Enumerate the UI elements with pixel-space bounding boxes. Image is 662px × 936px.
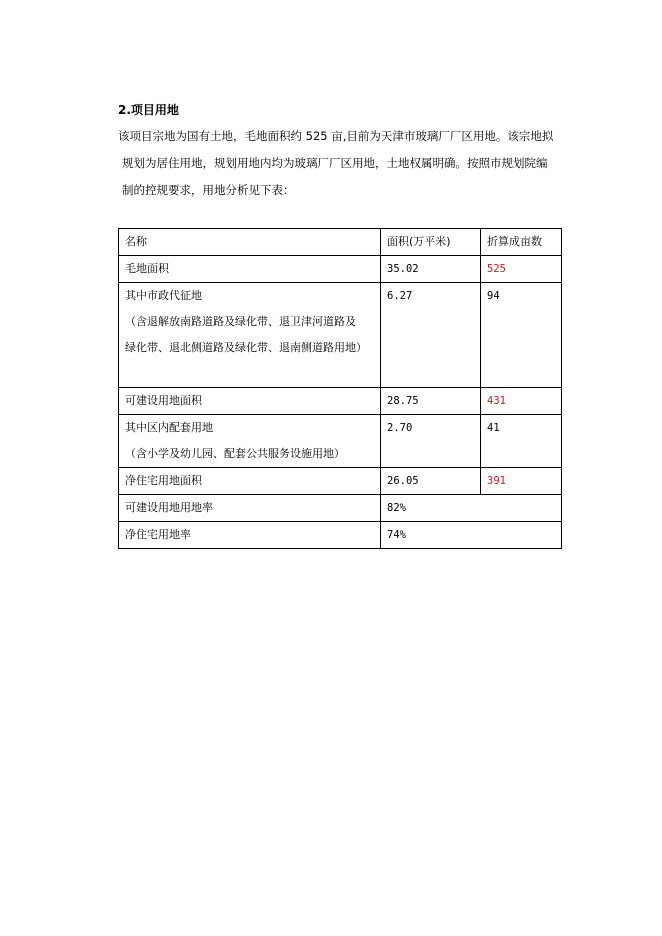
header-cell-mu: 折算成亩数 [481, 229, 562, 256]
row-mu-cell: 431 [481, 388, 562, 415]
row-area-cell: 26.05 [381, 468, 481, 495]
row-area-cell: 35.02 [381, 256, 481, 283]
row-area-cell: 28.75 [381, 388, 481, 415]
row-mu-cell: 391 [481, 468, 562, 495]
table-row [119, 283, 562, 388]
table-header-row [119, 229, 562, 256]
header-cell-area: 面积(万平米) [381, 229, 481, 256]
ratio-row [119, 522, 562, 549]
table-row [119, 415, 562, 468]
ratio-value-cell: 82% [381, 495, 562, 522]
row-name-cell: 其中市政代征地 （含退解放南路道路及绿化带、退卫津河道路及 绿化带、退北侧道路及绿化带、退南侧道路用地） [119, 283, 381, 388]
row-mu-cell: 94 [481, 283, 562, 388]
row-area-cell: 6.27 [381, 283, 481, 388]
row-name-cell: 其中区内配套用地 （含小学及幼儿园、配套公共服务设施用地） [119, 415, 381, 468]
paragraph-line-1: 该项目宗地为国有土地，毛地面积约 525 亩,目前为天津市玻璃厂厂区用地。该宗地拟 [118, 129, 554, 143]
header-cell-name: 名称 [119, 229, 381, 256]
ratio-value-cell: 74% [381, 522, 562, 549]
row-name-cell: 毛地面积 [119, 256, 381, 283]
row-name-cell: 净住宅用地面积 [119, 468, 381, 495]
ratio-name-cell: 可建设用地用地率 [119, 495, 381, 522]
row-area-cell: 2.70 [381, 415, 481, 468]
paragraph-line-2: 规划为居住用地，规划用地内均为玻璃厂厂区用地，土地权属明确。按照市规划院编 [122, 156, 548, 170]
table-row [119, 468, 562, 495]
row-mu-cell: 525 [481, 256, 562, 283]
section-heading: 2.项目用地 [118, 103, 179, 117]
land-use-table [118, 228, 562, 549]
table-row [119, 256, 562, 283]
ratio-name-cell: 净住宅用地率 [119, 522, 381, 549]
paragraph-line-3: 制的控规要求，用地分析见下表： [122, 183, 295, 197]
row-name-cell: 可建设用地面积 [119, 388, 381, 415]
ratio-row [119, 495, 562, 522]
row-mu-cell: 41 [481, 415, 562, 468]
table-row [119, 388, 562, 415]
